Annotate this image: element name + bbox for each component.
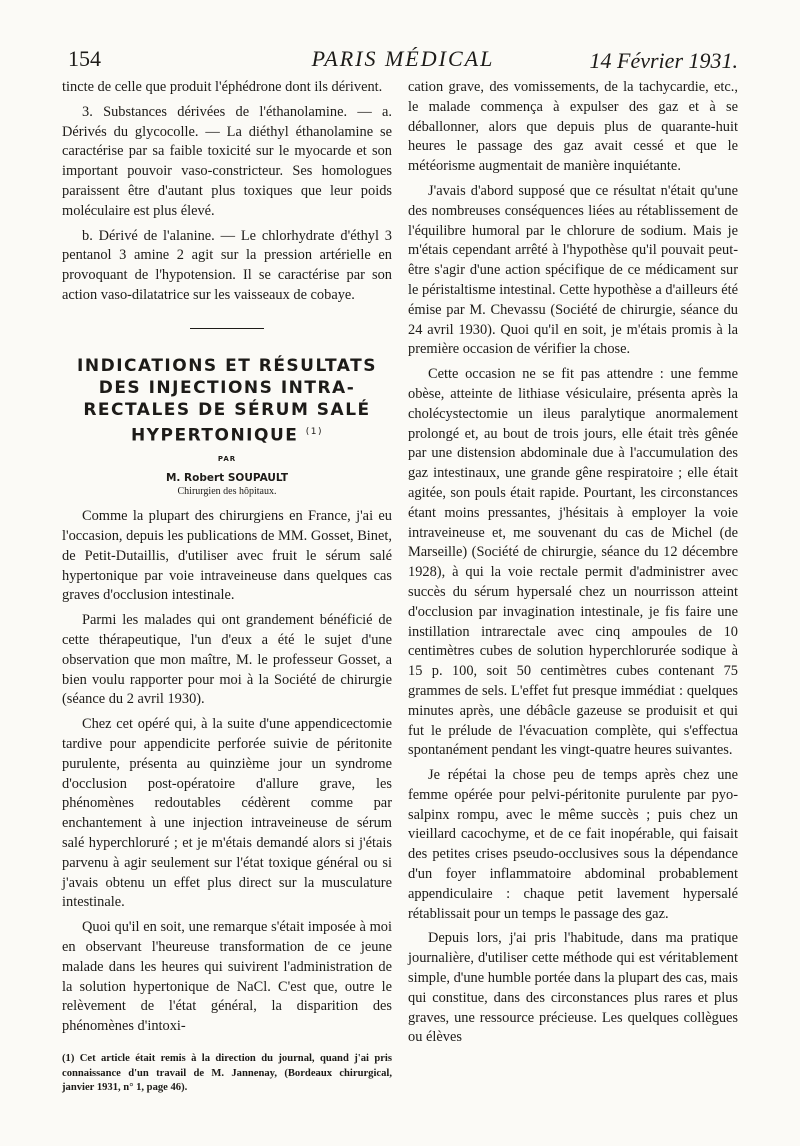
paragraph: Depuis lors, j'ai pris l'habitude, dans ma pratique journalière, d'utiliser cette méthode qui est véritablement simple, d'une humble portée dans la plupart des cas, mais qui constitue, dans des circonstances plus rares et plus graves, une ressource précieuse. Les quelques collègues ou élèves: [408, 930, 738, 1046]
paragraph: Parmi les malades qui ont grandement bénéficié de cette thérapeutique, l'un d'eux a été le sujet d'une observation que mon maître, M. le professeur Gosset, a bien voulu rapporter pour moi à la Société de chirurgie (séance du 2 avril 1930).: [62, 612, 392, 708]
right-column: [408, 78, 738, 1048]
page-number: 154: [68, 46, 101, 71]
section-divider: [190, 328, 264, 329]
paragraph: b. Dérivé de l'alanine. — Le chlorhydrate d'éthyl 3 pentanol 3 amine 2 agit sur la pression artérielle en provoquant de l'hypotension. Il se caractérise par son action vaso-dilatatrice sur les vaisseaux de cobaye.: [62, 227, 392, 303]
footnote: (1) Cet article était remis à la direction du journal, quand j'ai pris connaissance d'un travail de M. Jannenay, (Bordeaux chirurgical, janvier 1931, n° 1, page 46).: [62, 1053, 392, 1093]
paragraph: cation grave, des vomissements, de la tachycardie, etc., le malade commença à expulser des gaz et à se déballonner, alors que depuis plus de quarante-huit heures le passage des gaz avait cessé et que le météorisme augmentait de manière inquiétante.: [408, 79, 738, 175]
paragraph: Je répétai la chose peu de temps après chez une femme opérée pour pelvi-péritonite purulente par pyo-salpinx rompu, avec le même succès ; puis chez un vieillard cacochyme, et de ce fait inopérable, qui faisait des petites crises pseudo-occlusives sous la dépendance d'un foyer inflammatoire abdominal probablement appendiculaire : chaque petit lavement hypersalé rétablissait pour un temps le passage des gaz.: [408, 767, 738, 922]
article-title-text: INDICATIONS ET RÉSULTATS DES INJECTIONS INTRA-RECTALES DE SÉRUM SALÉ HYPERTONIQUE: [77, 355, 377, 446]
article-title: [62, 355, 392, 447]
paragraph: J'avais d'abord supposé que ce résultat n'était qu'une des nombreuses conséquences liées au rétablissement de l'équilibre humoral par le chlorure de sodium. Mais je m'étais cependant arrêté à l'hypothèse qu'il pouvait peut-être s'agir d'une action spécifique de ce médicament sur le péristaltisme intestinal. Cette hypothèse a d'ailleurs été émise par M. Chevassu (Société de chirurgie, séance du 24 avril 1930). Quoi qu'il en soit, je m'étais promis à la première occasion de vérifier la chose.: [408, 182, 738, 358]
paragraph: tincte de celle que produit l'éphédrone dont ils dérivent.: [62, 79, 383, 95]
paragraph: Quoi qu'il en soit, une remarque s'était imposée à moi en observant l'heureuse transformation de ce jeune malade dans les heures qui suivirent l'administration de la solution hypertonique de NaCl. C'est que, outre le relèvement de l'état général, la disparition des phénomènes d'intoxi-: [62, 919, 392, 1035]
byline-par: PAR: [217, 455, 237, 464]
paragraph: Chez cet opéré qui, à la suite d'une appendicectomie tardive pour appendicite perforée suivie de péritonite purulente, présenta au quinzième jour un syndrome d'occlusion post-opératoire d'allure grave, les phénomènes redoutables cédèrent comme par enchantement à une injection intraveineuse de sérum salé hyperchloruré ; et je m'étais demandé alors si j'étais parvenu à agir seulement sur l'état toxique général ou si j'avais obtenu un effet plus direct sur la musculature intestinale.: [62, 716, 392, 911]
paragraph: 3. Substances dérivées de l'éthanolamine. — a. Dérivés du glycocolle. — La diéthyl éthanolamine se caractérise par sa faible toxicité sur le myocarde et son important pouvoir vaso-constricteur. Ses homologues paraissent être d'autant plus toxiques que leur poids moléculaire est plus élevé.: [62, 103, 392, 219]
author-name: M. Robert SOUPAULT: [165, 472, 289, 485]
author-role: Chirurgien des hôpitaux.: [177, 486, 277, 498]
left-column: [62, 78, 392, 1037]
issue-date: 14 Février 1931.: [589, 48, 738, 73]
journal-title: PARIS MÉDICAL: [311, 46, 495, 71]
paragraph: Cette occasion ne se fit pas attendre : une femme obèse, atteinte de lithiase vésiculaire, présenta après la cholécystectomie un ileus paralytique anormalement prolongé et, au bout de trois jours, elle était très gênée par une distension abdominale due à l'accumulation des gaz intestinaux, une grande gêne respiratoire ; elle était agitée, son pouls était rapide. Pourtant, les circonstances étant moins pressantes, j'hésitais à employer la voie intraveineuse et, me souvenant du cas de Michel (de Marseille) (Société de chirurgie, séance du 12 décembre 1928), à qui la voie rectale permit d'administrer avec succès du sérum hypersalé chez un nourrisson atteint d'occlusion par invagination intestinale, je fis faire une instillation intrarectale avec cinq ampoules de 10 centimètres cubes de solution hyperchlorurée sodique à 15 p. 100, soit 50 centimètres cubes contenant 75 grammes de sels. L'effet fut presque immédiat : quelques minutes après, une débâcle gazeuse se produisit et qui fut le prélude de l'évacuation complète, qui s'effectua spontanément pendant les vingt-quatre heures suivantes.: [408, 366, 738, 759]
footnote-mark: (1): [305, 426, 324, 437]
page-header: [68, 40, 738, 80]
paragraph: Comme la plupart des chirurgiens en France, j'ai eu l'occasion, depuis les publications de MM. Gosset, Binet, de Petit-Dutaillis, d'utiliser avec fruit le sérum salé hypertonique par voie intraveineuse dans quelques cas graves d'occlusion intestinale.: [62, 508, 392, 604]
